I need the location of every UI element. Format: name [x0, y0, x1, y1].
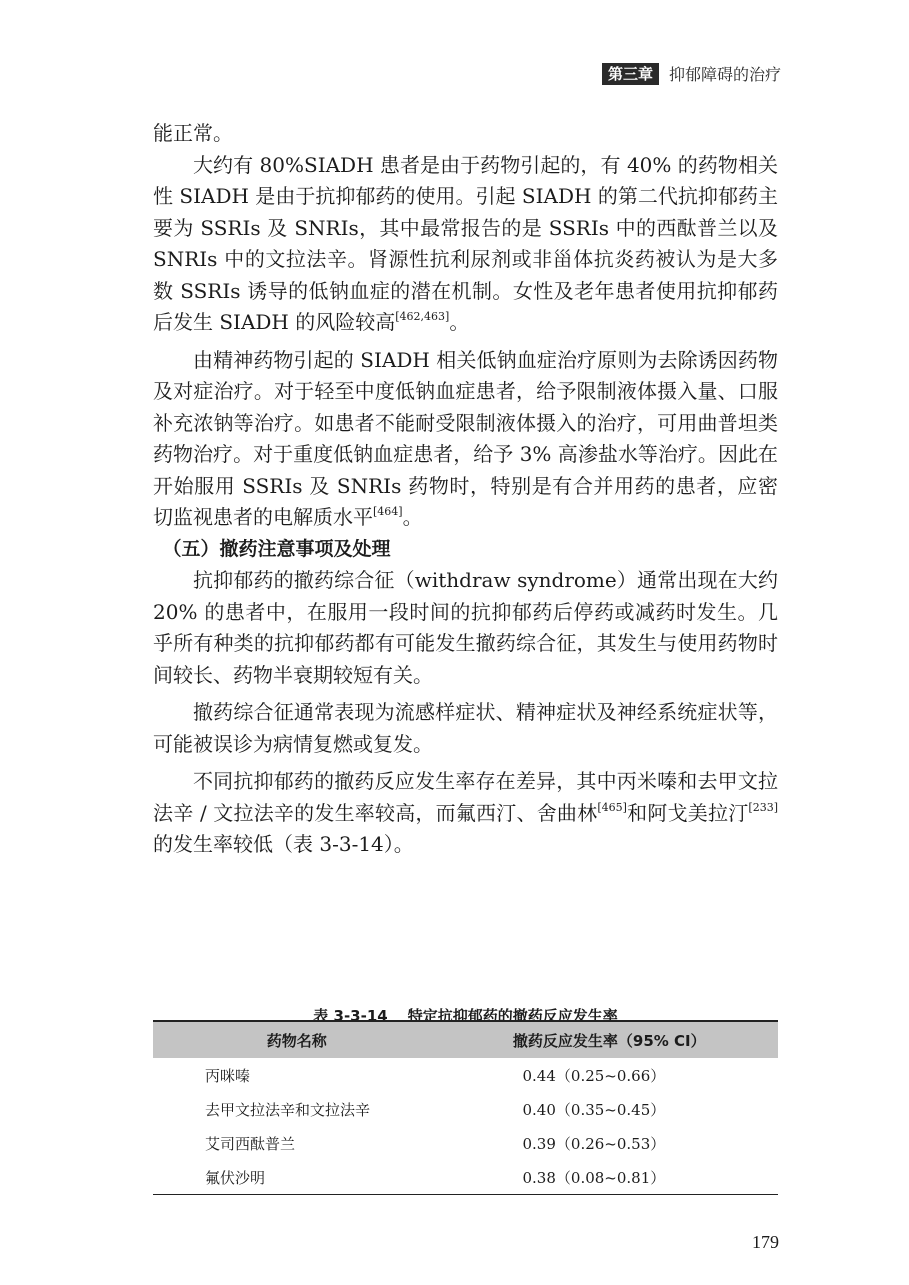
drug-name-cell: 氟伏沙明 — [205, 1168, 266, 1187]
paragraph-text: 的发生率较低（表 3-3-14）。 — [153, 832, 414, 856]
paragraph-withdrawal-symptoms: 撤药综合征通常表现为流感样症状、精神症状及神经系统症状等，可能被误诊为病情复燃或复发。 — [153, 700, 778, 756]
column-header-drug-name: 药物名称 — [266, 1031, 327, 1050]
table-row — [153, 1058, 778, 1092]
paragraph-text: 由精神药物引起的 SIADH 相关低钠血症治疗原则为去除诱因药物及对症治疗。对于轻至中度低钠血症患者，给予限制液体摄入量、口服补充浓钠等治疗。如患者不能耐受限制液体摄入的治疗，可用曲普坦类药物治疗。对于重度低钠血症患者，给予 3% 高渗盐水等治疗。因此在开始服用 SSRIs 及 SNRIs 药物时，特别是有合并用药的患者，应密切监视患者的电解质水平 — [153, 347, 778, 529]
body-text — [153, 118, 778, 861]
table-row — [153, 1092, 778, 1126]
table-row — [153, 1160, 778, 1195]
chapter-label: 第三章 — [602, 63, 659, 85]
paragraph-end: 。 — [402, 505, 423, 529]
page-number: 179 — [752, 1232, 779, 1252]
table-caption-title: 特定抗抑郁药的撤药反应发生率 — [407, 1007, 618, 1025]
paragraph-text: 和阿戈美拉汀 — [626, 800, 749, 825]
section-heading: （五）撤药注意事项及处理 — [162, 537, 391, 560]
rate-cell: 0.39（0.26~0.53） — [522, 1134, 666, 1153]
rate-cell: 0.40（0.35~0.45） — [522, 1100, 666, 1119]
drug-name-cell: 艾司西酞普兰 — [205, 1134, 296, 1153]
paragraph-siadh-causes — [153, 150, 778, 339]
citation: [462,463] — [395, 310, 450, 323]
drug-name-cell: 丙咪嗪 — [205, 1066, 251, 1085]
paragraph-withdrawal-rates — [153, 766, 778, 861]
citation: [465] — [597, 800, 627, 814]
paragraph-end: 。 — [449, 310, 470, 334]
drug-name-cell: 去甲文拉法辛和文拉法辛 — [205, 1100, 371, 1119]
paragraph-text: 不同抗抑郁药的撤药反应发生率存在差异，其中丙米嗪和去甲文拉法辛 / 文拉法辛的发生率较高，而氟西汀、舍曲林 — [153, 769, 778, 825]
paragraph-text: 大约有 80%SIADH 患者是由于药物引起的，有 40% 的药物相关性 SIADH 是由于抗抑郁药的使用。引起 SIADH 的第二代抗抑郁药主要为 SSRIs 及 SNRIs，其中最常报告的是 SSRIs 中的西酞普兰以及 SNRIs 中的文拉法辛。肾源性抗利尿剂或非甾体抗炎药被认为是大多数 SSRIs 诱导的低钠血症的潜在机制。女性及老年患者使用抗抑郁药后发生 SIADH 的风险较高 — [153, 152, 778, 334]
rate-cell: 0.38（0.08~0.81） — [522, 1168, 666, 1187]
citation: [233] — [748, 800, 779, 814]
citation: [464] — [373, 505, 403, 518]
chapter-title: 抑郁障碍的治疗 — [668, 65, 781, 84]
column-header-rate: 撤药反应发生率（95% CI） — [512, 1031, 706, 1050]
running-header — [602, 62, 781, 85]
paragraph-continuation: 能正常。 — [153, 121, 233, 145]
withdrawal-rate-table — [153, 1020, 778, 1195]
paragraph-withdrawal-intro: 抗抑郁药的撤药综合征（withdraw syndrome）通常出现在大约 20% 的患者中，在服用一段时间的抗抑郁药后停药或减药时发生。几乎所有种类的抗抑郁药都有可能发生撤药综合征，其发生与使用药物时间较长、药物半衰期较短有关。 — [153, 568, 778, 687]
table-caption-number: 表 3-3-14 — [313, 1007, 388, 1025]
table-header-row — [153, 1021, 778, 1058]
table-row — [153, 1126, 778, 1160]
paragraph-siadh-treatment — [153, 345, 778, 534]
rate-cell: 0.44（0.25~0.66） — [522, 1066, 666, 1085]
